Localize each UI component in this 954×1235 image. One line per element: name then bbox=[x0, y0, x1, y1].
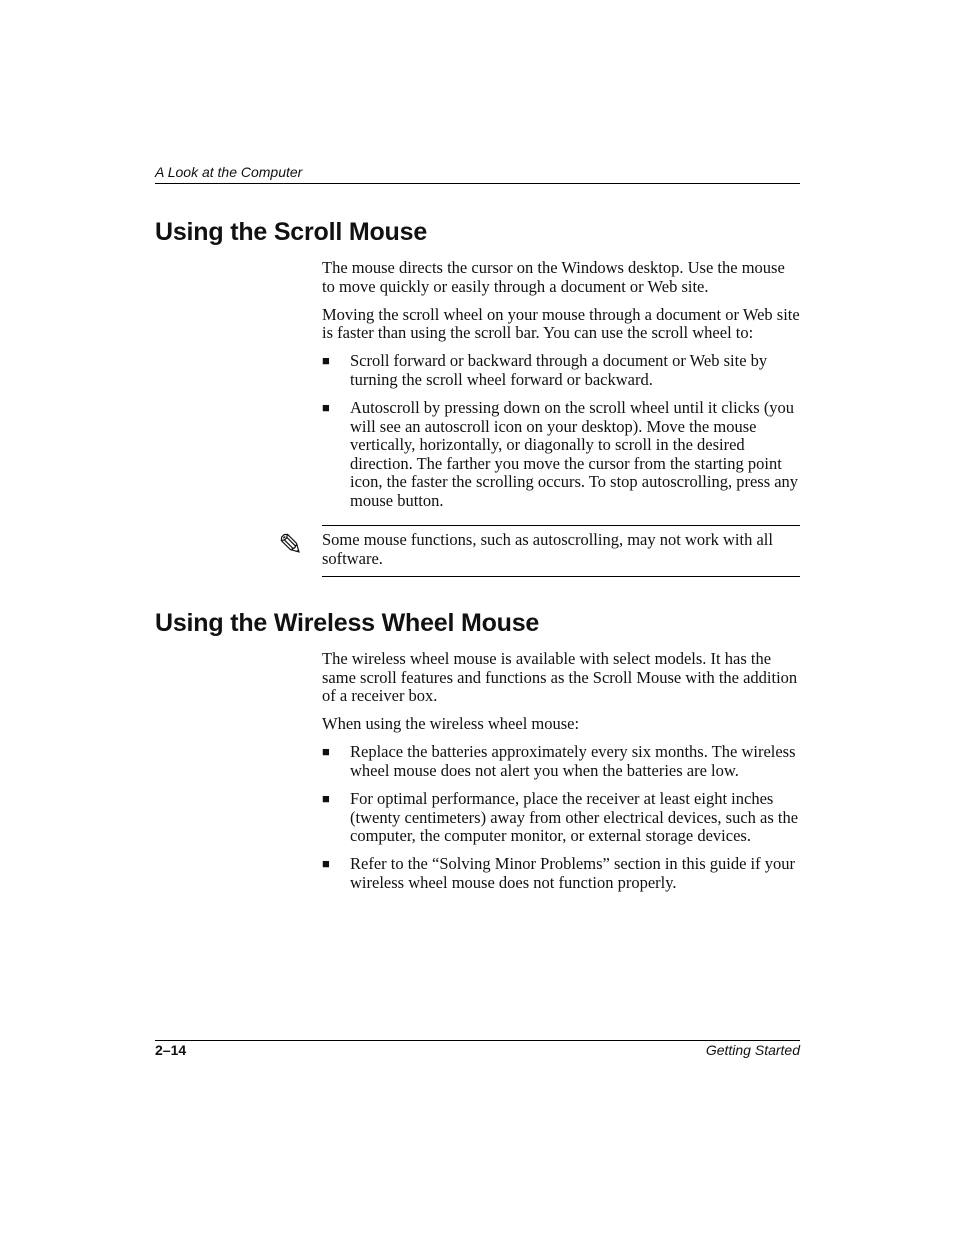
section-title-wireless-wheel-mouse: Using the Wireless Wheel Mouse bbox=[155, 609, 540, 637]
list-item-text: Autoscroll by pressing down on the scroll wheel until it clicks (you will see an autoscroll icon on your desktop). Move the mouse vertically, horizontally, or diagonally to scroll in the desired direction. The farther you move the cursor from the starting point icon, the faster the scrolling occurs. To stop autoscrolling, press any mouse button. bbox=[350, 398, 799, 511]
paragraph: The wireless wheel mouse is available with select models. It has the same scroll features and functions as the Scroll Mouse with the addition of a receiver box. bbox=[322, 649, 798, 706]
list-item-text: Refer to the “Solving Minor Problems” section in this guide if your wireless wheel mouse does not function properly. bbox=[350, 854, 795, 892]
paragraph: The mouse directs the cursor on the Windows desktop. Use the mouse to move quickly or easily through a document or Web site. bbox=[322, 258, 785, 296]
section-body-scroll-mouse bbox=[322, 259, 800, 520]
note-text: Some mouse functions, such as autoscrolling, may not work with all software. bbox=[322, 530, 773, 568]
bullet-icon: ■ bbox=[322, 791, 330, 807]
list-item bbox=[322, 743, 800, 780]
list-item-text: Replace the batteries approximately every six months. The wireless wheel mouse does not alert you when the batteries are low. bbox=[350, 742, 796, 780]
section-body-wireless-wheel-mouse bbox=[322, 650, 800, 902]
section-title-scroll-mouse: Using the Scroll Mouse bbox=[155, 218, 428, 246]
page-number: 2–14 bbox=[155, 1042, 187, 1058]
running-head: A Look at the Computer bbox=[155, 164, 303, 180]
list-item-text: Scroll forward or backward through a document or Web site by turning the scroll wheel forward or backward. bbox=[350, 351, 768, 389]
note-rule-bottom bbox=[322, 576, 800, 577]
bullet-icon: ■ bbox=[322, 744, 330, 760]
note-rule-top bbox=[322, 525, 800, 526]
list-item bbox=[322, 855, 800, 892]
bullet-icon: ■ bbox=[322, 856, 330, 872]
list-item bbox=[322, 790, 800, 846]
bullet-icon: ■ bbox=[322, 400, 330, 416]
list-item bbox=[322, 352, 800, 389]
paragraph: Moving the scroll wheel on your mouse through a document or Web site is faster than using the scroll bar. You can use the scroll wheel to: bbox=[322, 304, 800, 343]
pencil-note-icon: ✎ bbox=[278, 528, 304, 563]
bullet-icon: ■ bbox=[322, 353, 330, 369]
list-item bbox=[322, 399, 800, 511]
footer-rule bbox=[155, 1040, 800, 1041]
book-title: Getting Started bbox=[705, 1042, 800, 1058]
header-rule bbox=[155, 183, 800, 184]
paragraph: When using the wireless wheel mouse: bbox=[322, 714, 580, 734]
list-item-text: For optimal performance, place the receiver at least eight inches (twenty centimeters) away from other electrical devices, such as the computer, the computer monitor, or external storage devices. bbox=[350, 789, 799, 846]
